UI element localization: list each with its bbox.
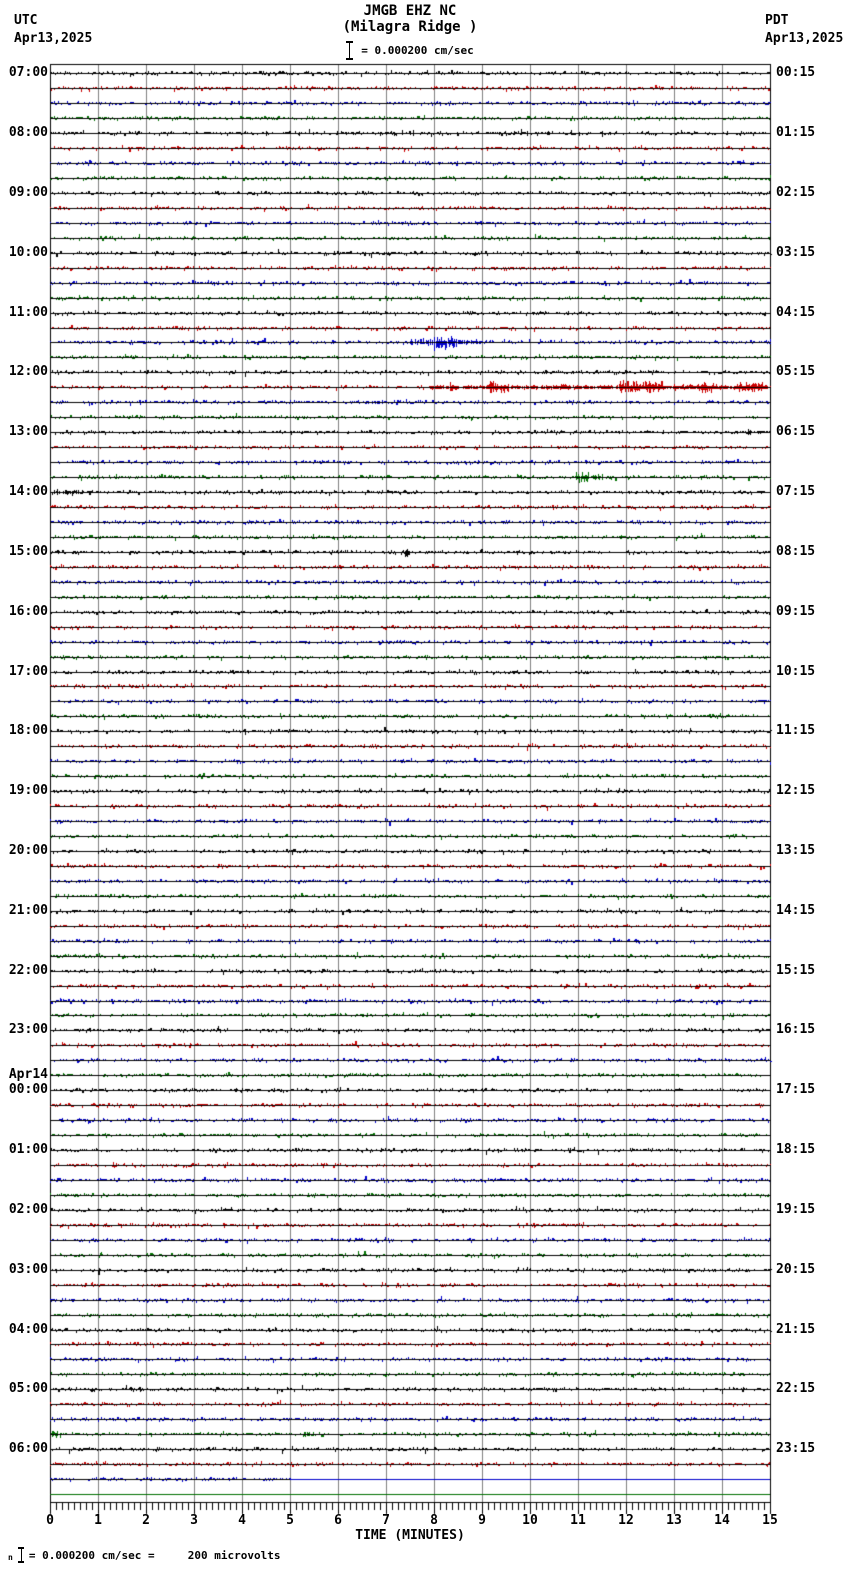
utc-hour-label: 22:00 <box>8 962 48 978</box>
left-date-label: Apr13,2025 <box>14 31 93 46</box>
x-axis-tick-label: 6 <box>334 1513 342 1528</box>
footer-scale-label: = 0.000200 cm/sec = 200 microvolts <box>28 1548 281 1562</box>
pdt-hour-label: 05:15 <box>776 364 816 380</box>
station-location: (Milagra Ridge ) <box>342 19 478 35</box>
utc-hour-label: 13:00 <box>8 424 48 440</box>
x-axis-tick-label: 13 <box>666 1513 682 1528</box>
utc-hour-label: 10:00 <box>8 244 48 260</box>
right-header <box>765 12 843 48</box>
x-axis-tick-label: 15 <box>762 1513 778 1528</box>
utc-hour-label: 08:00 <box>8 125 48 141</box>
x-axis-tick-label: 9 <box>478 1513 486 1528</box>
pdt-hour-label: 07:15 <box>776 484 816 500</box>
utc-hour-label: 11:00 <box>8 304 48 320</box>
pdt-hour-label: 12:15 <box>776 783 816 799</box>
x-axis-tick-label: 0 <box>46 1513 54 1528</box>
pdt-hour-label: 23:15 <box>776 1441 816 1457</box>
pdt-hour-label: 21:15 <box>776 1321 816 1337</box>
x-axis-title: TIME (MINUTES) <box>355 1528 465 1543</box>
x-axis-tick-label: 5 <box>286 1513 294 1528</box>
utc-hour-label: 00:00 <box>8 1082 48 1098</box>
pdt-hour-label: 08:15 <box>776 543 816 559</box>
date-change-label: Apr14 <box>8 1067 48 1083</box>
utc-hour-label: 20:00 <box>8 842 48 858</box>
utc-hour-label: 16:00 <box>8 603 48 619</box>
right-timezone-label: PDT <box>765 13 789 28</box>
utc-hour-label: 03:00 <box>8 1261 48 1277</box>
utc-hour-label: 15:00 <box>8 543 48 559</box>
pdt-hour-label: 13:15 <box>776 842 816 858</box>
x-axis-tick-label: 3 <box>190 1513 198 1528</box>
pdt-hour-label: 14:15 <box>776 902 816 918</box>
x-axis-tick-label: 8 <box>430 1513 438 1528</box>
pdt-hour-label: 10:15 <box>776 663 816 679</box>
x-axis-tick-label: 12 <box>618 1513 634 1528</box>
pdt-hour-label: 03:15 <box>776 244 816 260</box>
footer-ibeam-icon <box>18 1547 24 1563</box>
scale-label: = 0.000200 cm/sec <box>361 44 474 57</box>
x-axis-tick-label: 2 <box>142 1513 150 1528</box>
utc-hour-label: 01:00 <box>8 1142 48 1158</box>
utc-hour-label: 14:00 <box>8 484 48 500</box>
utc-hour-label: 06:00 <box>8 1441 48 1457</box>
station-title: JMGB EHZ NC <box>363 3 457 19</box>
scale-legend <box>200 41 620 60</box>
x-axis-tick-label: 10 <box>522 1513 538 1528</box>
footer-scale-legend <box>8 1547 281 1563</box>
pdt-hour-label: 09:15 <box>776 603 816 619</box>
utc-hour-label: 23:00 <box>8 1022 48 1038</box>
pdt-hour-label: 18:15 <box>776 1142 816 1158</box>
pdt-hour-label: 11:15 <box>776 723 816 739</box>
pdt-hour-label: 15:15 <box>776 962 816 978</box>
pdt-hour-label: 00:15 <box>776 65 816 81</box>
footer-glyph: n <box>8 1553 13 1562</box>
pdt-hour-label: 20:15 <box>776 1261 816 1277</box>
pdt-hour-label: 06:15 <box>776 424 816 440</box>
utc-hour-label: 12:00 <box>8 364 48 380</box>
x-axis-tick-label: 1 <box>94 1513 102 1528</box>
utc-hour-label: 18:00 <box>8 723 48 739</box>
pdt-hour-label: 22:15 <box>776 1381 816 1397</box>
left-header <box>14 12 92 48</box>
scale-ibeam-icon <box>346 41 353 60</box>
pdt-hour-label: 17:15 <box>776 1082 816 1098</box>
x-axis-tick-label: 7 <box>382 1513 390 1528</box>
pdt-hour-label: 16:15 <box>776 1022 816 1038</box>
utc-hour-label: 02:00 <box>8 1201 48 1217</box>
title-block <box>200 3 620 60</box>
utc-hour-label: 19:00 <box>8 783 48 799</box>
pdt-hour-label: 04:15 <box>776 304 816 320</box>
utc-hour-label: 09:00 <box>8 184 48 200</box>
right-date-label: Apr13,2025 <box>765 31 844 46</box>
pdt-hour-label: 02:15 <box>776 184 816 200</box>
pdt-hour-label: 01:15 <box>776 125 816 141</box>
utc-hour-label: 05:00 <box>8 1381 48 1397</box>
x-axis-tick-label: 11 <box>570 1513 586 1528</box>
utc-hour-label: 07:00 <box>8 65 48 81</box>
pdt-hour-label: 19:15 <box>776 1201 816 1217</box>
utc-hour-label: 21:00 <box>8 902 48 918</box>
x-axis-tick-label: 14 <box>714 1513 730 1528</box>
utc-hour-label: 17:00 <box>8 663 48 679</box>
utc-hour-label: 04:00 <box>8 1321 48 1337</box>
left-timezone-label: UTC <box>14 13 38 28</box>
x-axis-tick-label: 4 <box>238 1513 246 1528</box>
